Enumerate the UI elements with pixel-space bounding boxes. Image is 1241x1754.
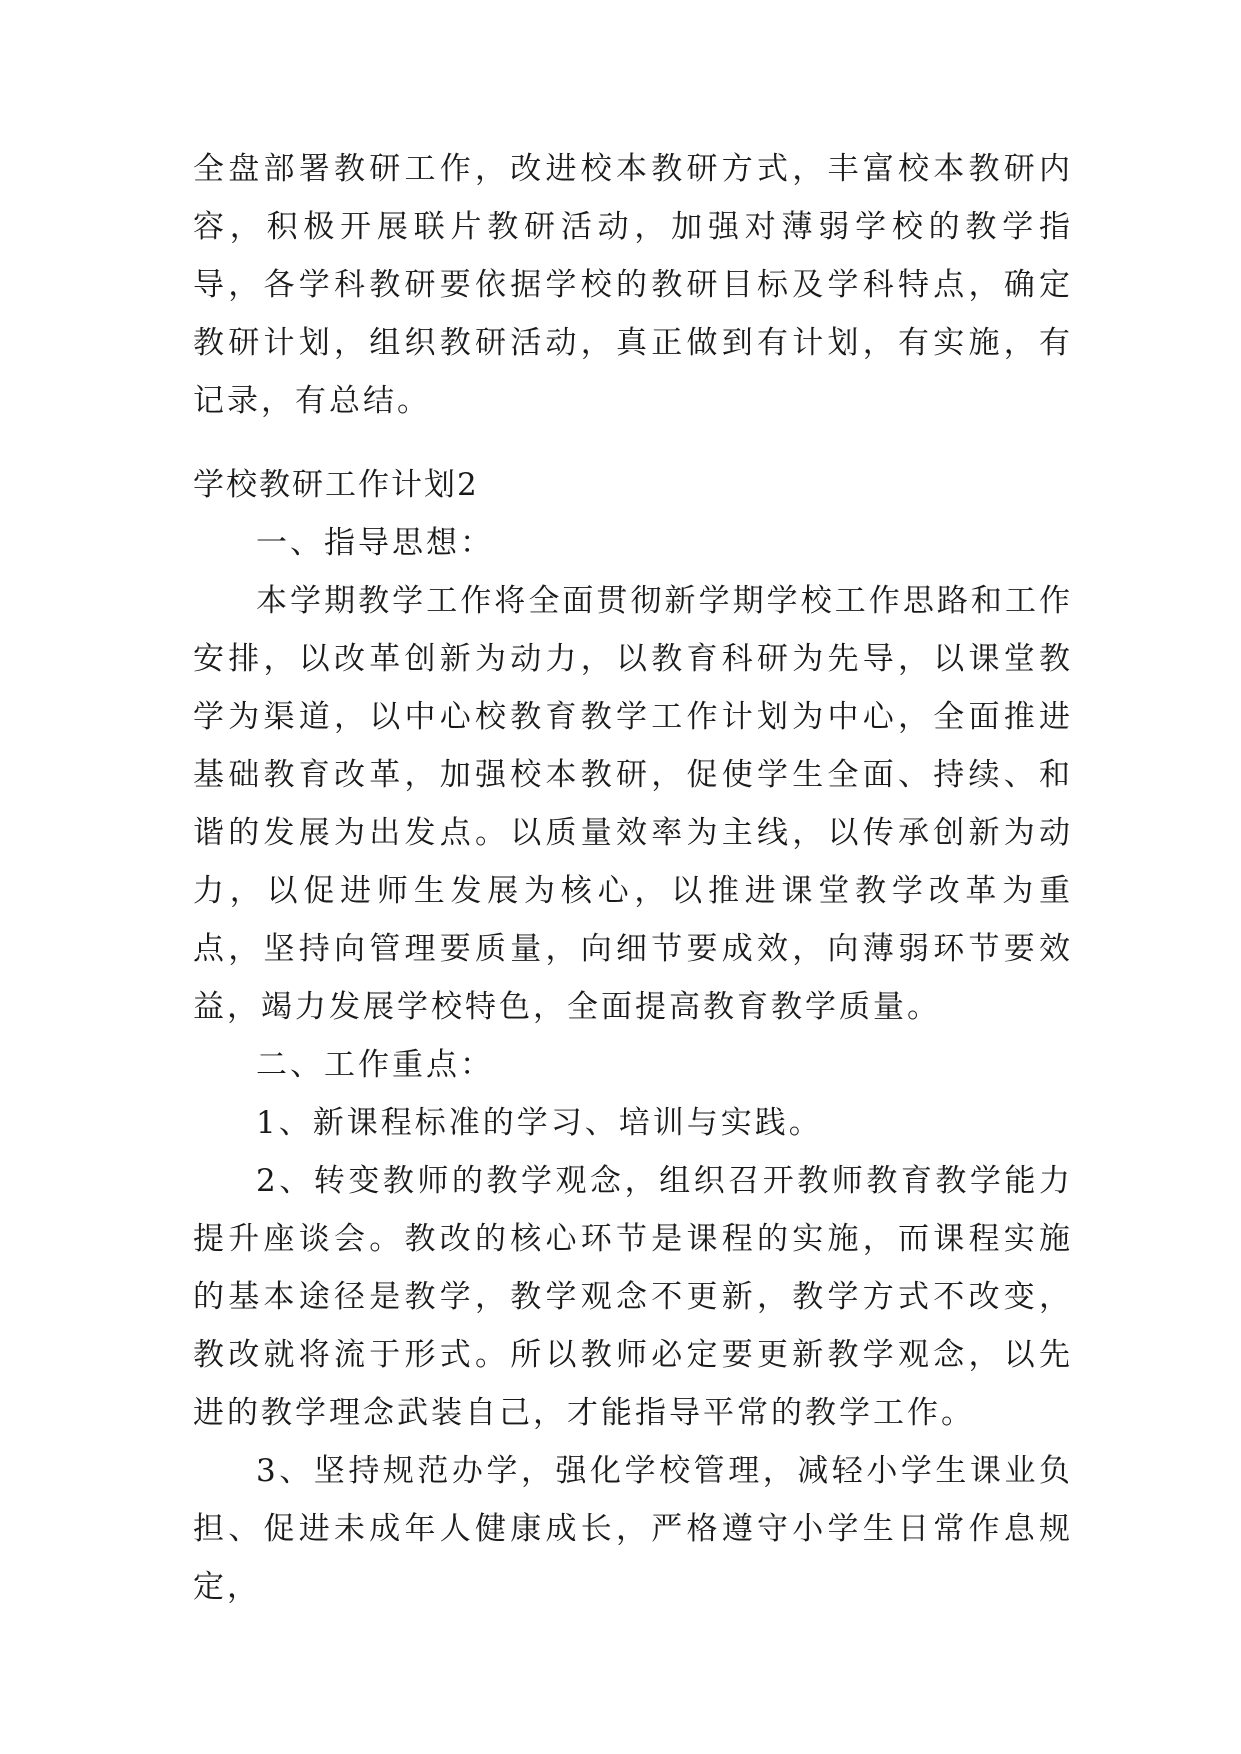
list-item-1: 1、新课程标准的学习、培训与实践。 — [256, 1105, 823, 1141]
list-item-3: 3、坚持规范办学，强化学校管理，减轻小学生课业负担、促进未成年人健康成长，严格遵守小学生日常作息规定， — [193, 1453, 1073, 1605]
section-title: 学校教研工作计划2 — [193, 467, 479, 503]
paragraph-guiding-ideology: 本学期教学工作将全面贯彻新学期学校工作思路和工作安排，以改革创新为动力，以教育科研为先导，以课堂教学为渠道，以中心校教育教学工作计划为中心，全面推进基础教育改革，加强校本教研，促使学生全面、持续、和谐的发展为出发点。以质量效率为主线，以传承创新为动力，以促进师生发展为核心，以推进课堂教学改革为重点，坚持向管理要质量，向细节要成效，向薄弱环节要效益，竭力发展学校特色，全面提高教育教学质量。 — [193, 583, 1073, 1025]
list-item-2: 2、转变教师的教学观念，组织召开教师教育教学能力提升座谈会。教改的核心环节是课程的实施，而课程实施的基本途径是教学，教学观念不更新，教学方式不改变，教改就将流于形式。所以教师必定要更新教学观念，以先进的教学理念武装自己，才能指导平常的教学工作。 — [193, 1163, 1073, 1431]
heading-guiding-ideology: 一、指导思想： — [256, 525, 494, 561]
intro-paragraph: 全盘部署教研工作，改进校本教研方式，丰富校本教研内容，积极开展联片教研活动，加强对薄弱学校的教学指导，各学科教研要依据学校的教研目标及学科特点，确定教研计划，组织教研活动，真正做到有计划，有实施，有记录，有总结。 — [193, 151, 1073, 419]
document-body — [193, 140, 1073, 1616]
heading-work-focus: 二、工作重点： — [256, 1047, 494, 1083]
